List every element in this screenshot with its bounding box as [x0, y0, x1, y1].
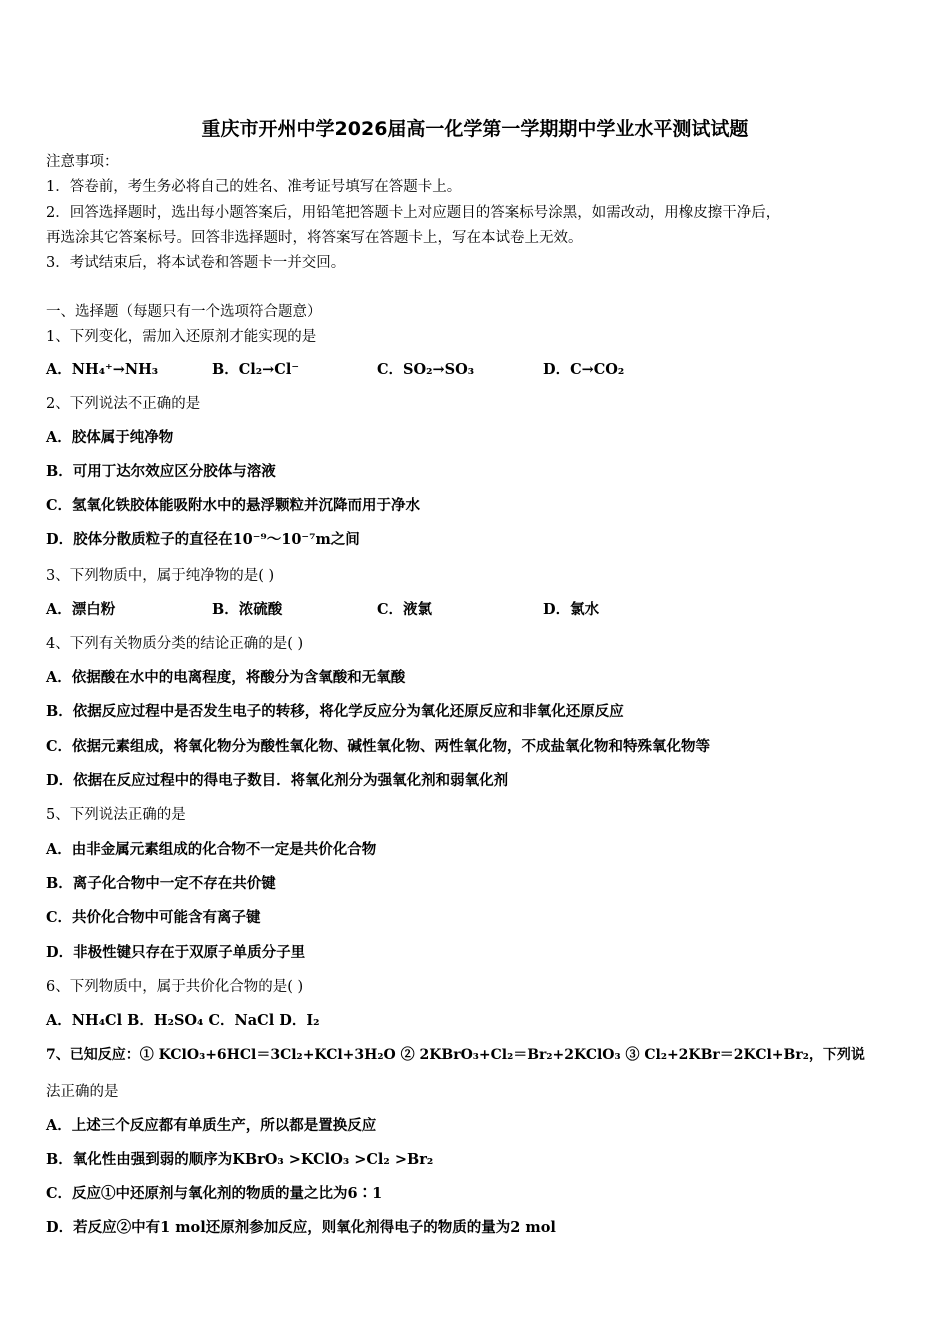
q3-option-b: B．浓硫酸	[212, 601, 283, 618]
q5-option-a: A．由非金属元素组成的化合物不一定是共价化合物	[46, 841, 377, 858]
q4-option-a: A．依据酸在水中的电离程度，将酸分为含氧酸和无氧酸	[46, 669, 406, 686]
q5-option-d: D．非极性键只存在于双原子单质分子里	[46, 944, 306, 961]
question-1-stem: 1、下列变化，需加入还原剂才能实现的是	[46, 329, 317, 345]
q2-option-b: B．可用丁达尔效应区分胶体与溶液	[46, 463, 276, 480]
q1-option-c: C．SO₂→SO₃	[377, 361, 475, 378]
q5-option-c: C．共价化合物中可能含有离子键	[46, 909, 261, 926]
notice-item: 再选涂其它答案标号。回答非选择题时，将答案写在答题卡上，写在本试卷上无效。	[46, 230, 583, 246]
question-3-stem: 3、下列物质中，属于纯净物的是( )	[46, 568, 275, 584]
question-7-stem: 7、已知反应：① KClO₃+6HCl＝3Cl₂+KCl+3H₂O ② 2KBrO₃+Cl₂＝Br₂+2KClO₃ ③ Cl₂+2KBr＝2KCl+Br₂，下列说	[46, 1047, 865, 1063]
q3-option-a: A．漂白粉	[46, 601, 116, 618]
q7-option-d: D．若反应②中有1 mol还原剂参加反应，则氧化剂得电子的物质的量为2 mol	[46, 1219, 556, 1236]
q5-option-b: B．离子化合物中一定不存在共价键	[46, 875, 276, 892]
q4-option-b: B．依据反应过程中是否发生电子的转移，将化学反应分为氧化还原反应和非氧化还原反应	[46, 703, 624, 720]
q2-option-d: D．胶体分散质粒子的直径在10⁻⁹～10⁻⁷m之间	[46, 531, 360, 548]
question-6-stem: 6、下列物质中，属于共价化合物的是( )	[46, 979, 304, 995]
question-7-stem-cont: 法正确的是	[46, 1084, 119, 1100]
question-5-stem: 5、下列说法正确的是	[46, 807, 186, 823]
q1-option-b: B．Cl₂→Cl⁻	[212, 361, 300, 378]
question-4-stem: 4、下列有关物质分类的结论正确的是( )	[46, 636, 304, 652]
q7-option-a: A．上述三个反应都有单质生产，所以都是置换反应	[46, 1117, 377, 1134]
q2-option-c: C．氢氧化铁胶体能吸附水中的悬浮颗粒并沉降而用于净水	[46, 497, 421, 514]
notice-item: 1．答卷前，考生务必将自己的姓名、准考证号填写在答题卡上。	[46, 179, 462, 195]
section-heading: 一、选择题（每题只有一个选项符合题意）	[46, 304, 322, 320]
q3-option-d: D．氯水	[543, 601, 600, 618]
q4-option-d: D．依据在反应过程中的得电子数目．将氧化剂分为强氧化剂和弱氧化剂	[46, 772, 509, 789]
q1-option-d: D．C→CO₂	[543, 361, 625, 378]
q3-option-c: C．液氯	[377, 601, 433, 618]
notice-item: 3．考试结束后，将本试卷和答题卡一并交回。	[46, 255, 346, 271]
q7-option-b: B．氧化性由强到弱的顺序为KBrO₃ >KClO₃ >Cl₂ >Br₂	[46, 1151, 434, 1168]
q2-option-a: A．胶体属于纯净物	[46, 429, 174, 446]
q1-option-a: A．NH₄⁺→NH₃	[46, 361, 159, 378]
notice-item: 2．回答选择题时，选出每小题答案后，用铅笔把答题卡上对应题目的答案标号涂黑，如需改动，用橡皮擦干净后，	[46, 205, 781, 221]
q6-options: A．NH₄Cl B．H₂SO₄ C．NaCl D．I₂	[46, 1012, 320, 1029]
question-2-stem: 2、下列说法不正确的是	[46, 396, 201, 412]
page-title: 重庆市开州中学2026届高一化学第一学期期中学业水平测试试题	[201, 118, 749, 140]
q4-option-c: C．依据元素组成，将氧化物分为酸性氧化物、碱性氧化物、两性氧化物，不成盐氧化物和特殊氧化物等	[46, 738, 711, 755]
q7-option-c: C．反应①中还原剂与氧化剂的物质的量之比为6∶1	[46, 1185, 383, 1202]
notice-heading: 注意事项：	[46, 154, 119, 170]
